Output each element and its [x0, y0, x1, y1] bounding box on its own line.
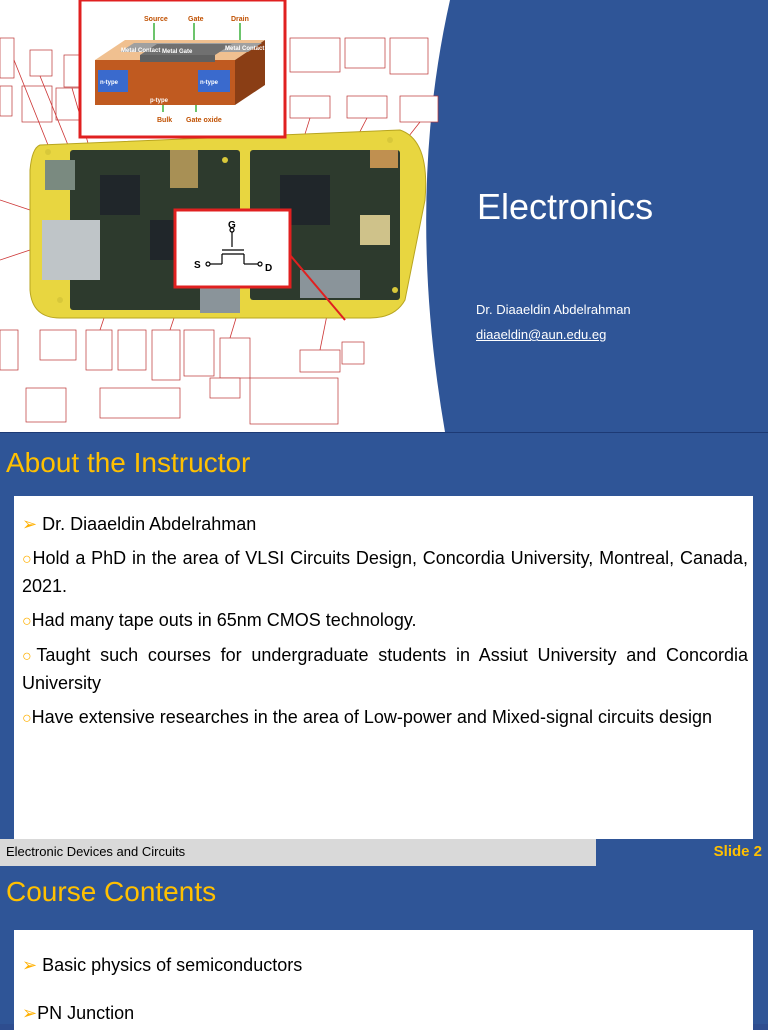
author-name: Dr. Diaaeldin Abdelrahman: [476, 302, 631, 317]
arrow-bullet-icon: ➢: [22, 955, 38, 975]
symbol-d: D: [265, 263, 273, 274]
n-type-left: n-type: [100, 80, 118, 86]
slide-title: Electronics: [477, 186, 654, 227]
list-item: ○Have extensive researches in the area of Low-power and Mixed-signal circuits design: [22, 707, 713, 727]
slide-title: Course Contents: [6, 876, 217, 907]
gate-oxide-label: Gate oxide: [186, 117, 222, 124]
circle-bullet-icon: ○: [22, 551, 33, 568]
list-item: ○Taught such courses for undergraduate students in Assiut University and Concordia University: [22, 645, 748, 693]
metal-gate-label: Metal Gate: [162, 49, 193, 55]
list-item: ○Had many tape outs in 65nm CMOS technology.: [22, 610, 417, 630]
metal-contact-right: Metal Contact: [225, 46, 265, 52]
arrow-bullet-icon: ➢: [22, 514, 38, 534]
n-type-right: n-type: [200, 80, 218, 86]
instructor-slide: [0, 432, 768, 867]
title-slide: [0, 0, 768, 432]
bulk-label: Bulk: [157, 117, 173, 124]
source-label: Source: [144, 16, 168, 23]
drain-label: Drain: [231, 16, 249, 23]
circle-bullet-icon: ○: [22, 710, 32, 727]
p-type-label: p-type: [150, 98, 168, 104]
course-contents-slide: [0, 866, 768, 1024]
pcb-illustration: [0, 0, 470, 432]
list-item: ○Hold a PhD in the area of VLSI Circuits Design, Concordia University, Montreal, Canada, 2021.: [22, 548, 749, 596]
metal-contact-left: Metal Contact: [121, 48, 161, 54]
slide-number-panel: [596, 839, 768, 866]
circle-bullet-icon: ○: [22, 613, 32, 630]
gate-label: Gate: [188, 16, 204, 23]
course-name: Electronic Devices and Circuits: [6, 844, 186, 859]
list-item: ➢PN Junction: [22, 1003, 135, 1023]
arrow-bullet-icon: ➢: [22, 1003, 38, 1023]
list-item: ➢ Basic physics of semiconductors: [22, 955, 303, 975]
list-item: ➢ Dr. Diaaeldin Abdelrahman: [22, 514, 257, 534]
content-box: [14, 496, 753, 840]
content-box: [14, 930, 753, 1030]
slide-footer: [0, 839, 768, 866]
slide-number: Slide 2: [713, 843, 762, 860]
circle-bullet-icon: ○: [22, 648, 37, 665]
author-email-link[interactable]: diaaeldin@aun.edu.eg: [476, 327, 607, 342]
slide-title: About the Instructor: [6, 447, 251, 478]
symbol-g: G: [228, 220, 236, 231]
symbol-s: S: [194, 260, 201, 271]
